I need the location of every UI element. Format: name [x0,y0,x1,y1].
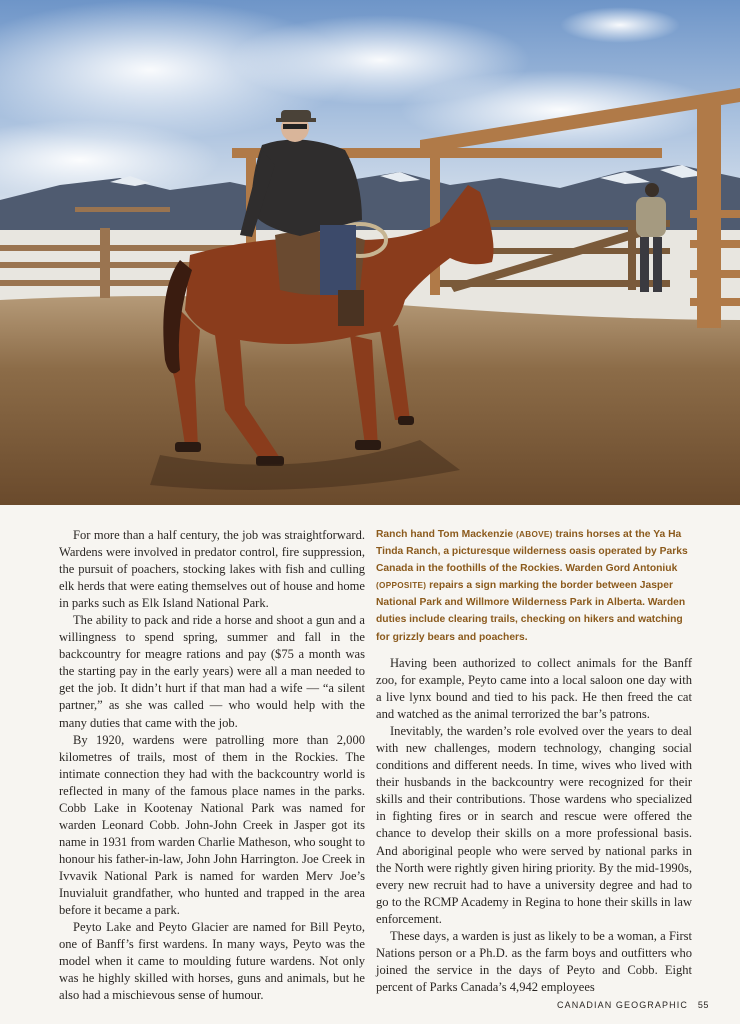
page-footer [557,1000,709,1010]
caption-text: repairs a sign marking the border between Jasper National Park and Willmore Wilderness Park in Alberta. Warden duties include clearing trails, checking on hikers and watching for grizzly bears and poachers. [376,580,686,643]
caption-text: trains horses at the Ya Ha Tinda Ranch, a picturesque wilderness oasis operated by Parks Canada in the foothills of the Rockies. Warden Gord Antoniuk [376,529,688,575]
paragraph: For more than a half century, the job was straightforward. Wardens were involved in predator control, fire suppression, the pursuit of poachers, stocking lakes with fish and culling elk herds that were eating themselves out of house and home in parks such as Elk Island National Park. [59,528,365,611]
paragraph: The ability to pack and ride a horse and shoot a gun and a willingness to spend spring, summer and fall in the backcountry for meagre rations and pay ($75 a month was the starting pay in the early years) were all a man needed to get the job. It didn’t hurt if that man had a wife — “a silent partner,” as she was called — who would help with the many duties that came with the job. [59,613,365,730]
paragraph: These days, a warden is just as likely to be a woman, a First Nations person or a Ph.D. as the farm boys and outfitters who joined the service in the days of Peyto and Cobb. Eight percent of Parks Canada’s 4,942 employees [376,928,692,994]
publication-name: CANADIAN GEOGRAPHIC [557,1000,688,1010]
left-column [59,527,365,1004]
caption-text: Ranch hand Tom Mackenzie [376,529,516,540]
caption-direction: (OPPOSITE) [376,581,427,591]
paragraph: Having been authorized to collect animals for the Banff zoo, for example, Peyto came into a local saloon one day with a live lynx bound and tied to his pack. He then freed the cat and watched as the animal terrorized the bar’s patrons. [376,656,692,722]
ranch-photo [0,0,740,505]
page-number: 55 [697,1000,709,1010]
caption-direction: (ABOVE) [516,530,553,539]
photo-caption [376,526,694,646]
paragraph: Peyto Lake and Peyto Glacier are named for Bill Peyto, one of Banff’s first wardens. In many ways, Peyto was the model when it came to moulding future wardens. Not only was he highly skilled with horses, guns and animals, but he also had a mischievous sense of humour. [59,920,365,1003]
right-column [376,655,692,996]
paragraph: By 1920, wardens were patrolling more than 2,000 kilometres of trails, most of them in the Rockies. The intimate connection they had with the backcountry world is reflected in many of the famous place names in the parks. Cobb Lake in Kootenay National Park was named for warden Leonard Cobb. John-John Creek in Jasper got its name in 1931 from warden Charlie Matheson, who sought to honour his father-in-law, John John Harrington. Joe Creek in Ivvavik National Park is named for warden Merv Joe’s Inuvialuit grandfather, who hunted and trapped in the area before it became a park. [59,732,365,918]
paragraph: Inevitably, the warden’s role evolved over the years to deal with new challenges, modern technology, changing social conditions and different needs. In time, wives who lived with their husbands in the backcountry were recognized for their skills and their contributions. Those wardens who specialized in fighting fires or in search and rescue were offered the chance to develop their skills on a more professional basis. And aboriginal people who were served by national parks in the North were rightly given hiring priority. By the mid-1990s, every new recruit had to have a university degree and had to go to the RCMP Academy in Regina to hone their skills in law enforcement. [376,724,692,926]
